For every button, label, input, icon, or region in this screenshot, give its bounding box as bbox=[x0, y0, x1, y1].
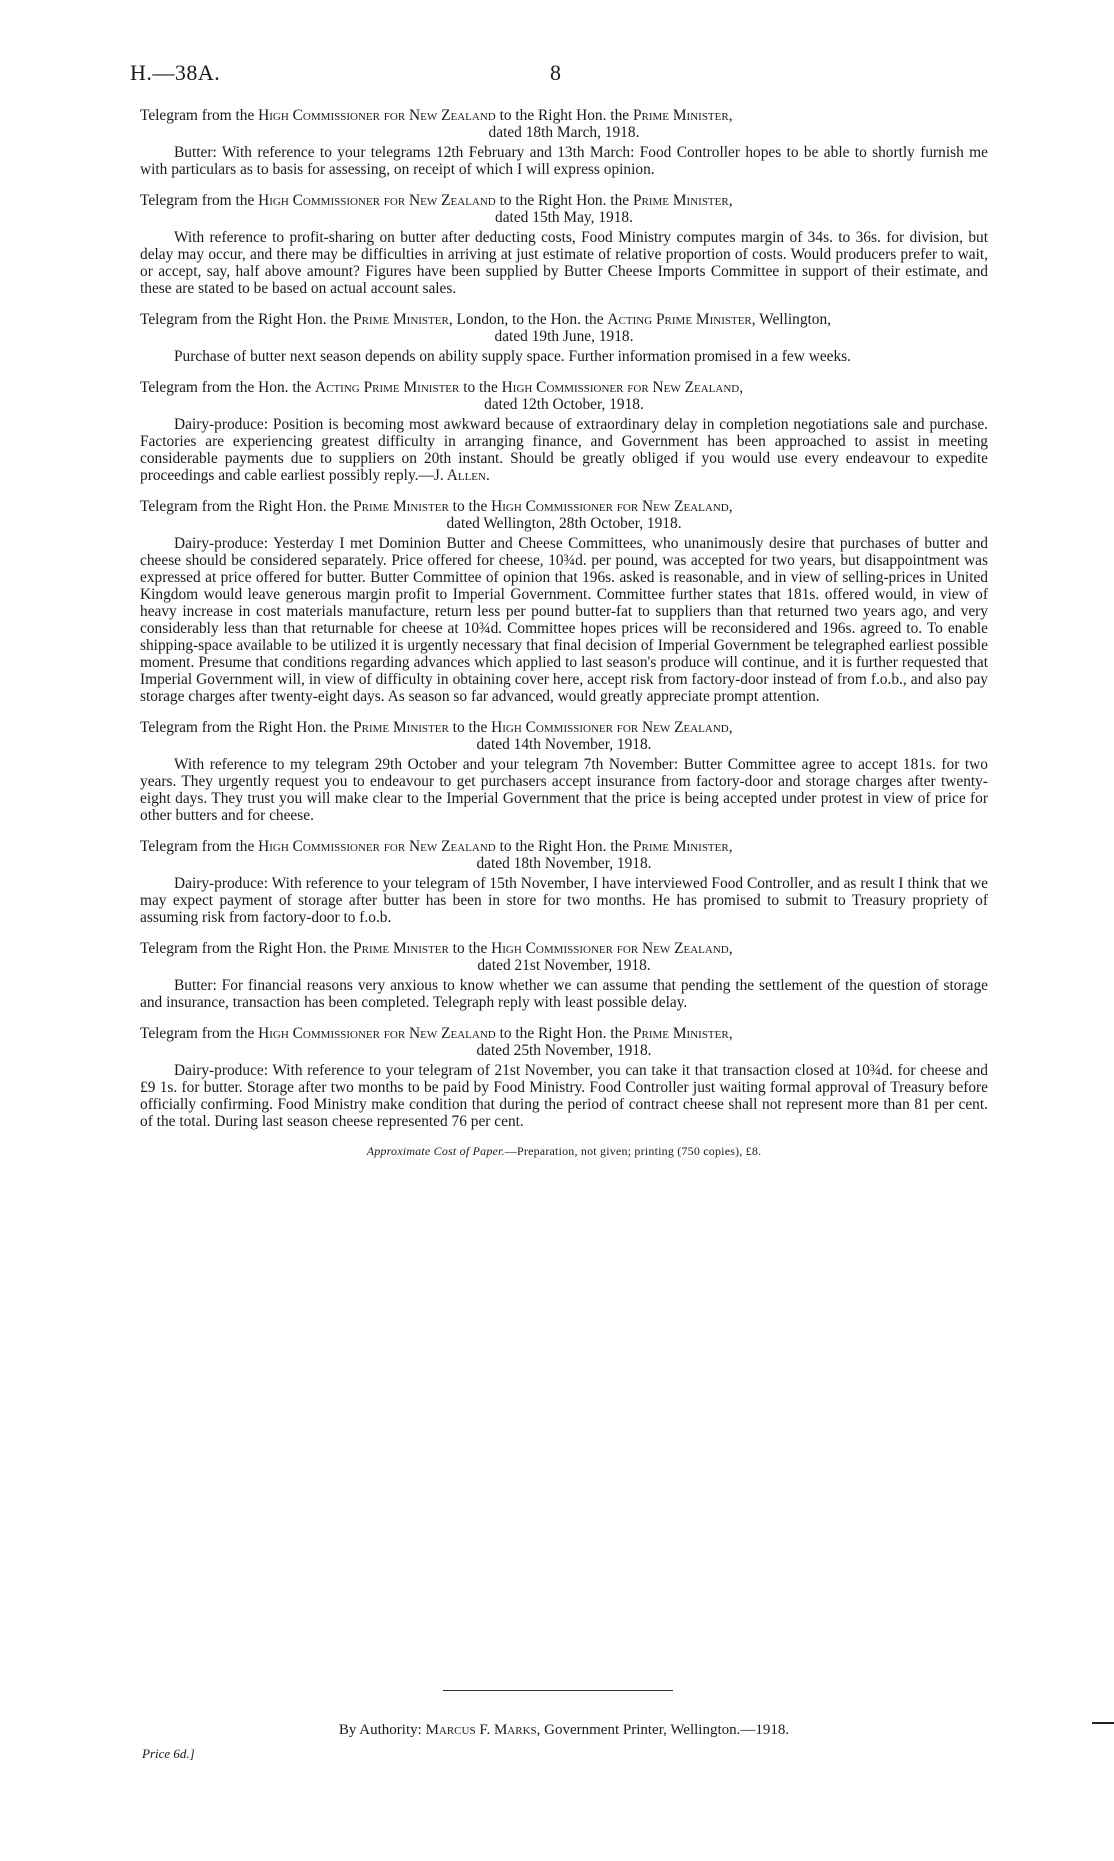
heading-tail: , bbox=[728, 1025, 733, 1042]
imprint-rule bbox=[443, 1690, 673, 1691]
telegram-heading bbox=[140, 107, 988, 141]
telegram-text: With reference to profit-sharing on butter after deducting costs, Food Ministry computes margin of 34s. to 36s. for division, but delay may occur, and there may be difficulties in arriving at just estimate of relative proportion of costs. Would producers prefer to wait, or accept, say, half above amount? Figures have been supplied by Butter Cheese Imports Committee in support of their estimate, and these are stated to be based on actual account sales. bbox=[140, 229, 988, 297]
telegram-date: dated 12th October, 1918. bbox=[484, 396, 644, 413]
imprint-prefix: By Authority: bbox=[338, 1722, 426, 1738]
heading-mid: to the Right Hon. the bbox=[495, 838, 633, 855]
running-head bbox=[130, 60, 990, 90]
telegram-heading bbox=[140, 838, 988, 872]
heading-tail: , bbox=[728, 940, 733, 957]
heading-tail: , bbox=[728, 838, 733, 855]
telegram-text: Dairy-produce: Yesterday I met Dominion Butter and Cheese Committees, who unanimously desire that purchases of butter and cheese should be considered separately. Price offered for cheese, 10¾d. per pound, was accepted for two years, but disappointment was expressed at price offered for butter. Butter Committee of opinion that 196s. asked is reasonable, and in view of selling-prices in United Kingdom would leave generous margin profit to Imperial Government. Committee further states that 181s. offered would, in view of heavy increase in cost materials manufacture, return less per pound butter-fat to suppliers than that returned two years ago, and very considerably less than that returnable for cheese at 10¾d. Committee hopes prices will be reconsidered and 196s. agreed to. To enable shipping-space available to be utilized it is urgently necessary that final decision of Imperial Government be telegraphed earliest possible moment. Presume that conditions regarding advances which applied to last season's produce will continue, and it is further requested that Imperial Government will, in view of difficulty in obtaining cover here, accept risk from factory-door instead of from f.o.b., and also pay storage charges after twenty-eight days. As season so far advanced, would greatly appreciate prompt attention. bbox=[140, 535, 988, 705]
heading-lead: Telegram from the bbox=[140, 107, 259, 124]
telegram bbox=[140, 107, 988, 178]
telegram bbox=[140, 838, 988, 926]
telegram-text: Purchase of butter next season depends on ability supply space. Further information promised in a few weeks. bbox=[174, 348, 852, 365]
heading-tail: , bbox=[728, 719, 733, 736]
heading-lead: Telegram from the Right Hon. the bbox=[140, 311, 354, 328]
heading-lead: Telegram from the Right Hon. the bbox=[140, 498, 354, 515]
heading-mid: to the bbox=[448, 498, 492, 515]
heading-tail: , bbox=[728, 107, 733, 124]
telegram-heading bbox=[140, 379, 988, 413]
sender: Acting Prime Minister bbox=[315, 379, 460, 396]
telegram bbox=[140, 719, 988, 824]
document-reference: H.—38A. bbox=[130, 60, 221, 85]
telegram-heading bbox=[140, 940, 988, 974]
recipient: Prime Minister bbox=[632, 192, 729, 209]
recipient: High Commissioner for New Zealand bbox=[491, 940, 729, 957]
recipient: High Commissioner for New Zealand bbox=[501, 379, 740, 396]
telegram bbox=[140, 1025, 988, 1130]
sender: High Commissioner for New Zealand bbox=[258, 107, 496, 124]
telegram-text: Dairy-produce: With reference to your telegram of 21st November, you can take it that transaction closed at 10¾d. for cheese and £9 1s. for butter. Storage after two months to be paid by Food Ministry. Food Controller just waiting formal approval of Treasury before officially confirming. Food Ministry make condition that during the period of contract cheese shall not represent more than 81 per cent. of the total. During last season cheese represented 76 per cent. bbox=[140, 1062, 988, 1130]
telegram-body bbox=[140, 756, 988, 824]
telegram-heading bbox=[140, 311, 988, 345]
heading-tail: , bbox=[728, 192, 733, 209]
heading-tail: , bbox=[739, 379, 744, 396]
telegram bbox=[140, 311, 988, 365]
telegram-body bbox=[140, 977, 988, 1011]
telegram-date: dated 19th June, 1918. bbox=[494, 328, 634, 345]
telegram bbox=[140, 192, 988, 297]
heading-mid: to the Right Hon. the bbox=[495, 192, 633, 209]
heading-mid: to the bbox=[459, 379, 502, 396]
telegram-text: With reference to my telegram 29th October and your telegram 7th November: Butter Committee agree to accept 181s. for two years. They urgently request you to endeavour to get purchasers accept insurance from factory-door and storage charges after twenty-eight days. They trust you will make clear to the Imperial Government that the price is being accepted under protest in view of price for other butters and for cheese. bbox=[140, 756, 988, 824]
recipient: High Commissioner for New Zealand bbox=[491, 498, 729, 515]
telegram bbox=[140, 379, 988, 484]
heading-mid: to the bbox=[448, 940, 492, 957]
recipient: Prime Minister bbox=[632, 1025, 729, 1042]
sender: High Commissioner for New Zealand bbox=[258, 1025, 496, 1042]
telegram-body bbox=[140, 875, 988, 926]
printer-name: Marcus F. Marks bbox=[425, 1722, 537, 1738]
telegram-body bbox=[140, 416, 988, 484]
telegram-body bbox=[140, 1062, 988, 1130]
heading-mid: to the Right Hon. the bbox=[495, 1025, 633, 1042]
cost-note bbox=[140, 1144, 988, 1159]
imprint-suffix: , Government Printer, Wellington.—1918. bbox=[536, 1722, 790, 1738]
sender: Prime Minister bbox=[353, 940, 449, 957]
margin-mark bbox=[1092, 1722, 1114, 1724]
heading-lead: Telegram from the Right Hon. the bbox=[140, 719, 354, 736]
telegram-heading bbox=[140, 192, 988, 226]
sender: High Commissioner for New Zealand bbox=[258, 192, 496, 209]
telegram-date: dated 25th November, 1918. bbox=[476, 1042, 652, 1059]
signature: J. Allen. bbox=[433, 467, 490, 484]
heading-lead: Telegram from the Hon. the bbox=[140, 379, 316, 396]
telegram-date: dated 21st November, 1918. bbox=[477, 957, 651, 974]
heading-lead: Telegram from the bbox=[140, 838, 259, 855]
telegram bbox=[140, 940, 988, 1011]
telegram-date: dated Wellington, 28th October, 1918. bbox=[446, 515, 682, 532]
telegram-heading bbox=[140, 498, 988, 532]
heading-lead: Telegram from the bbox=[140, 1025, 259, 1042]
telegram-text: Dairy-produce: Position is becoming most awkward because of extraordinary delay in completion negotiations sale and purchase. Factories are experiencing greatest difficulty in arranging finance, and Government has been approached to assist in meeting considerable payments due to suppliers on 20th instant. Should be greatly obliged if you would use every endeavour to expedite proceedings and cable earliest possibly reply.— bbox=[140, 416, 988, 484]
heading-mid: to the Right Hon. the bbox=[495, 107, 633, 124]
telegram-text: Butter: With reference to your telegrams 12th February and 13th March: Food Controller hopes to be able to shortly furnish me with particulars as to basis for assessing, on receipt of which I will express opinion. bbox=[140, 144, 988, 178]
telegram-date: dated 14th November, 1918. bbox=[476, 736, 652, 753]
telegram-body bbox=[140, 144, 988, 178]
page-number: 8 bbox=[550, 60, 561, 85]
telegram-date: dated 18th March, 1918. bbox=[488, 124, 640, 141]
heading-tail: , Wellington, bbox=[751, 311, 832, 328]
telegram-text: Dairy-produce: With reference to your telegram of 15th November, I have interviewed Food Controller, and as result I think that we may expect payment of storage after butter has been in store for two months. He has promised to submit to Treasury propriety of assuming risk from factory-door to f.o.b. bbox=[140, 875, 988, 926]
cost-note-text: —Preparation, not given; printing (750 copies), £8. bbox=[504, 1144, 762, 1158]
sender: Prime Minister bbox=[353, 719, 449, 736]
telegram-heading bbox=[140, 719, 988, 753]
sender: Prime Minister bbox=[353, 311, 449, 328]
telegram-body bbox=[140, 535, 988, 705]
telegram-date: dated 15th May, 1918. bbox=[495, 209, 633, 226]
recipient: Prime Minister bbox=[632, 838, 729, 855]
telegram-text: Butter: For financial reasons very anxious to know whether we can assume that pending the settlement of the question of storage and insurance, transaction has been completed. Telegraph reply with least possible delay. bbox=[140, 977, 988, 1011]
heading-tail: , bbox=[728, 498, 733, 515]
recipient: Prime Minister bbox=[632, 107, 729, 124]
heading-lead: Telegram from the Right Hon. the bbox=[140, 940, 354, 957]
telegram-body bbox=[140, 348, 988, 365]
sender: Prime Minister bbox=[353, 498, 449, 515]
telegram-heading bbox=[140, 1025, 988, 1059]
price-note: Price 6d.] bbox=[142, 1746, 195, 1761]
recipient: High Commissioner for New Zealand bbox=[491, 719, 729, 736]
recipient: Acting Prime Minister bbox=[607, 311, 752, 328]
telegram-body bbox=[140, 229, 988, 297]
sender: High Commissioner for New Zealand bbox=[258, 838, 496, 855]
heading-mid: , London, to the Hon. the bbox=[448, 311, 608, 328]
printer-imprint bbox=[140, 1722, 988, 1739]
telegram-date: dated 18th November, 1918. bbox=[476, 855, 652, 872]
document-body bbox=[140, 107, 988, 1159]
telegram bbox=[140, 498, 988, 705]
heading-mid: to the bbox=[448, 719, 492, 736]
cost-note-label: Approximate Cost of Paper. bbox=[366, 1144, 505, 1158]
heading-lead: Telegram from the bbox=[140, 192, 259, 209]
